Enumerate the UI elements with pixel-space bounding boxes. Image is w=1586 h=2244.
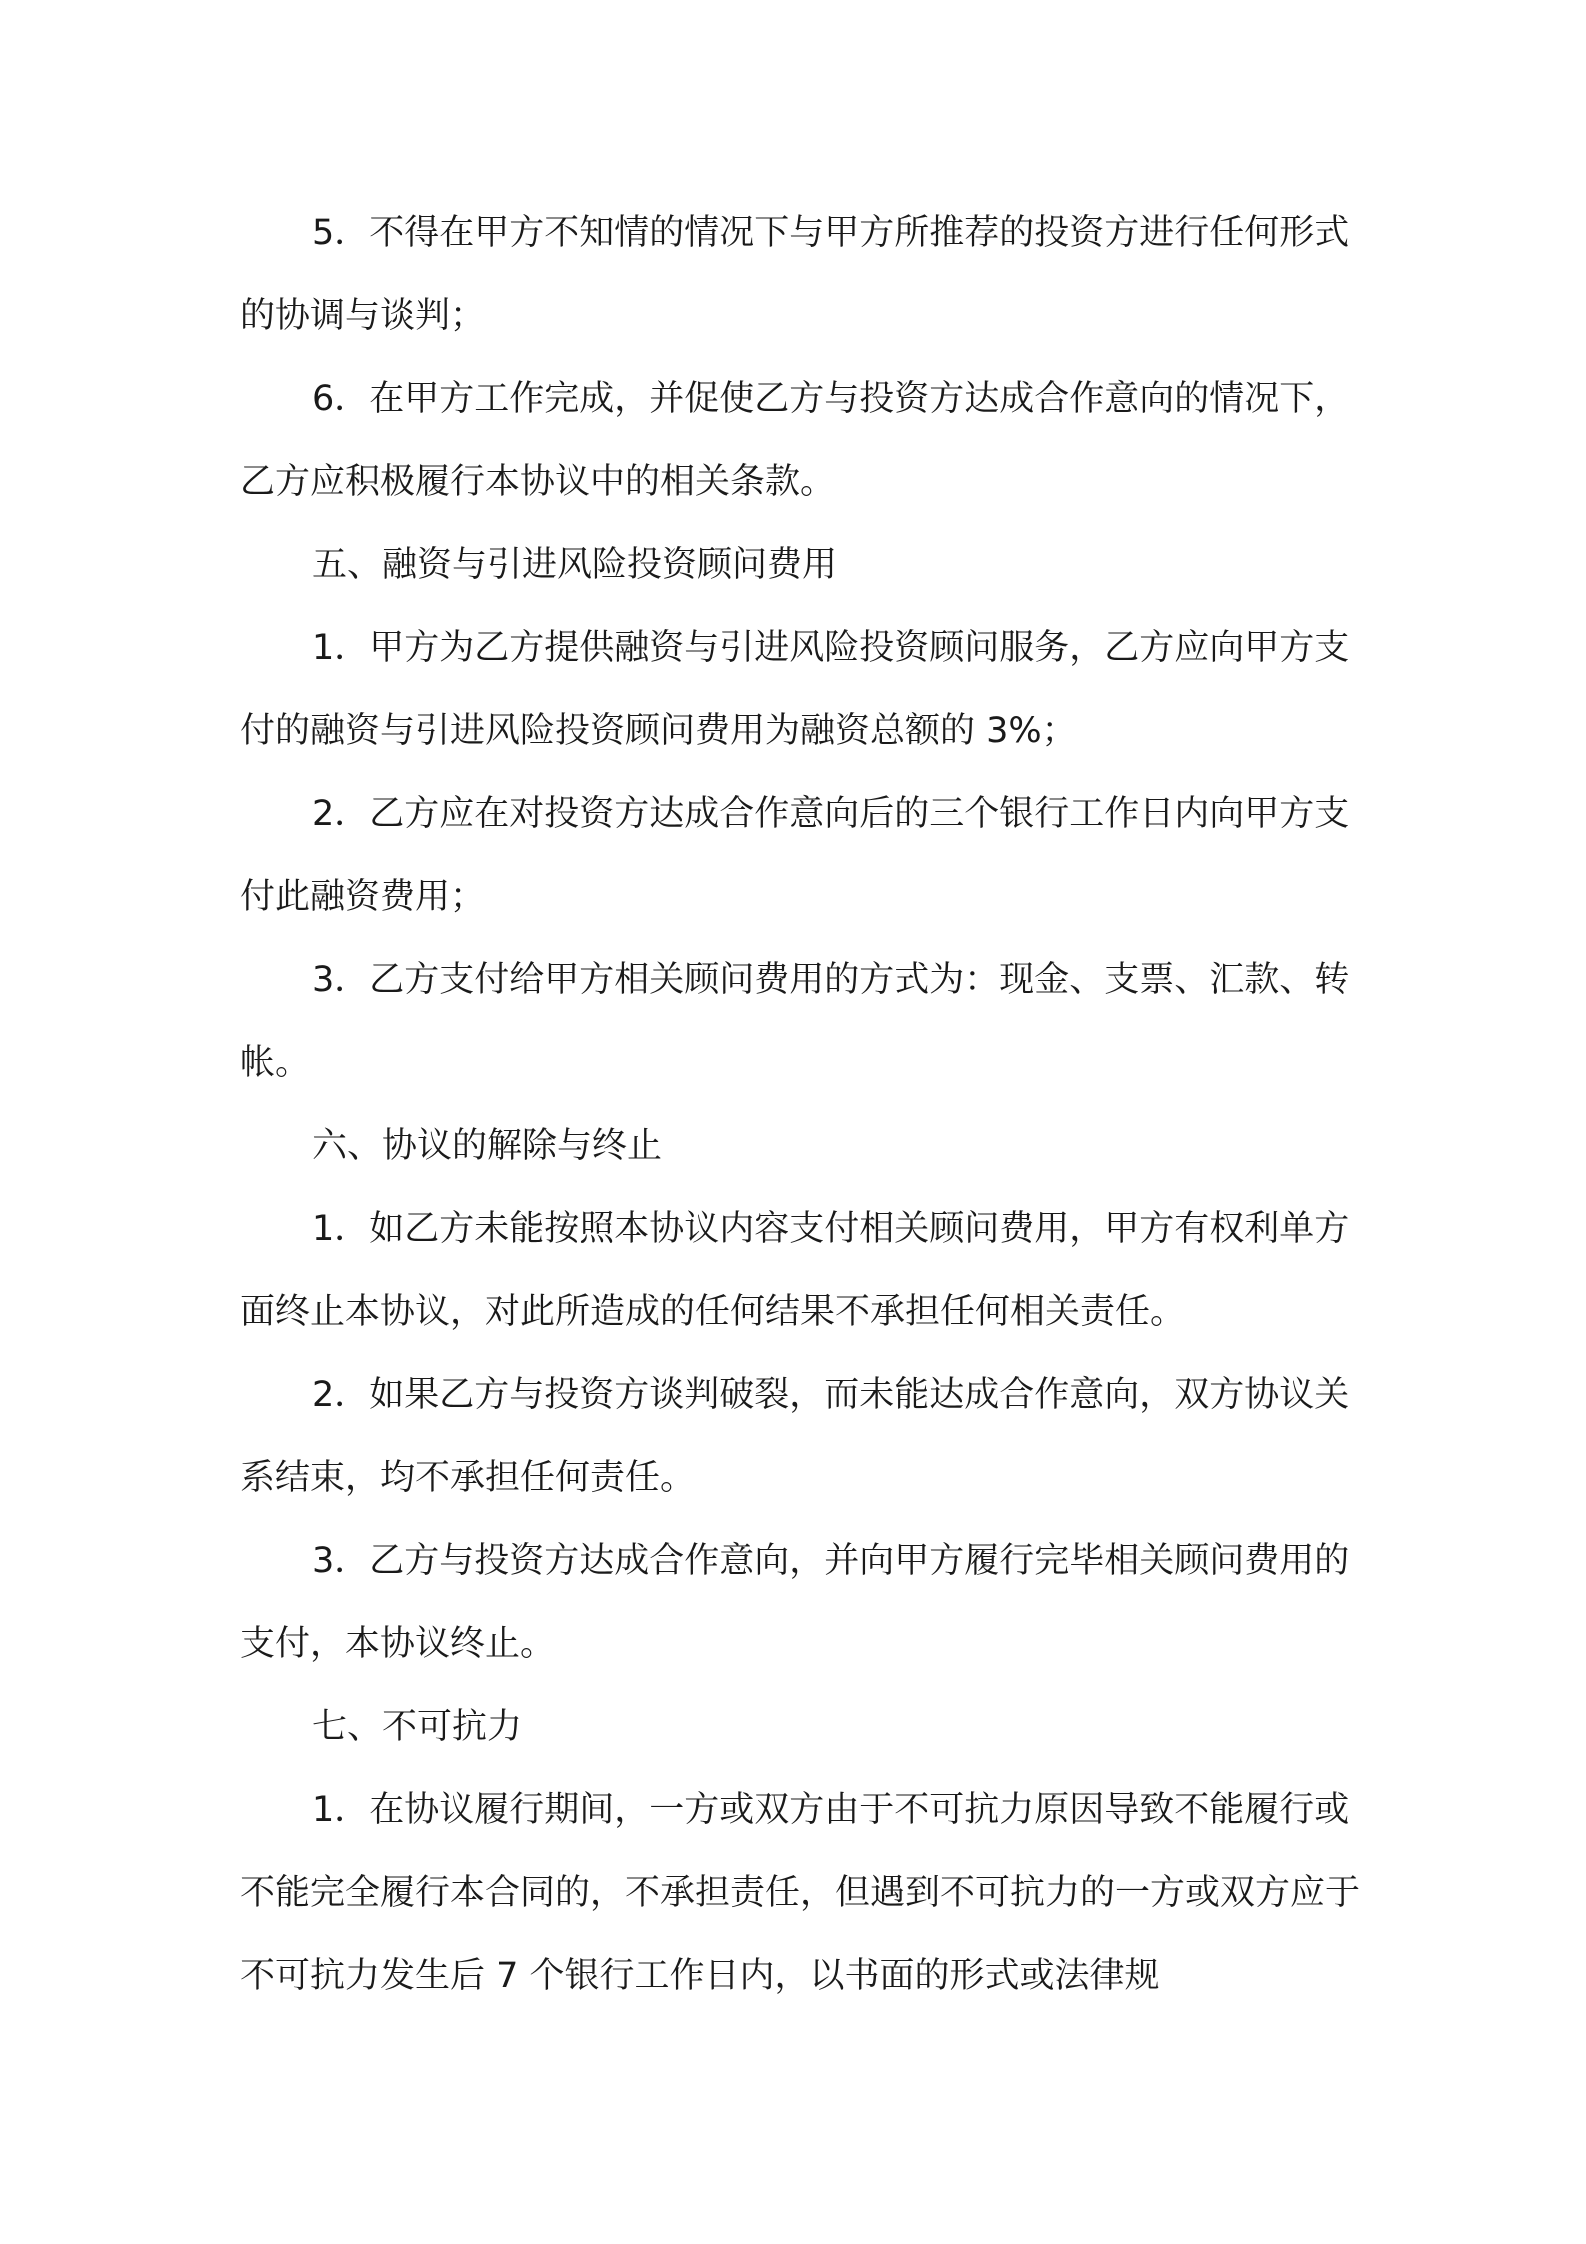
section-heading-7: 七、不可抗力 [312,1707,523,1747]
section-heading-5: 五、融资与引进风险投资顾问费用 [312,545,838,585]
clause-6-3: 3．乙方与投资方达成合作意向，并向甲方履行完毕相关顾问费用的支付，本协议终止。 [240,1541,1350,1664]
clause-5-2: 2．乙方应在对投资方达成合作意向后的三个银行工作日内向甲方支付此融资费用； [240,794,1350,917]
clause-6-1: 1．如乙方未能按照本协议内容支付相关顾问费用，甲方有权利单方面终止本协议，对此所造成的任何结果不承担任何相关责任。 [240,1209,1350,1332]
clause-7-1: 1．在协议履行期间，一方或双方由于不可抗力原因导致不能履行或不能完全履行本合同的，不承担责任，但遇到不可抗力的一方或双方应于不可抗力发生后 7 个银行工作日内，以书面的形式或法律规 [240,1790,1361,1996]
clause-4-6: 6．在甲方工作完成，并促使乙方与投资方达成合作意向的情况下，乙方应积极履行本协议中的相关条款。 [240,379,1350,502]
section-heading-6: 六、协议的解除与终止 [312,1126,663,1166]
clause-5-1: 1．甲方为乙方提供融资与引进风险投资顾问服务，乙方应向甲方支付的融资与引进风险投资顾问费用为融资总额的 3%； [240,628,1350,751]
document-body [240,192,1360,2018]
clause-4-5: 5．不得在甲方不知情的情况下与甲方所推荐的投资方进行任何形式的协调与谈判； [240,213,1350,336]
clause-5-3: 3．乙方支付给甲方相关顾问费用的方式为：现金、支票、汇款、转帐。 [240,960,1350,1083]
clause-6-2: 2．如果乙方与投资方谈判破裂，而未能达成合作意向，双方协议关系结束，均不承担任何责任。 [240,1375,1350,1498]
